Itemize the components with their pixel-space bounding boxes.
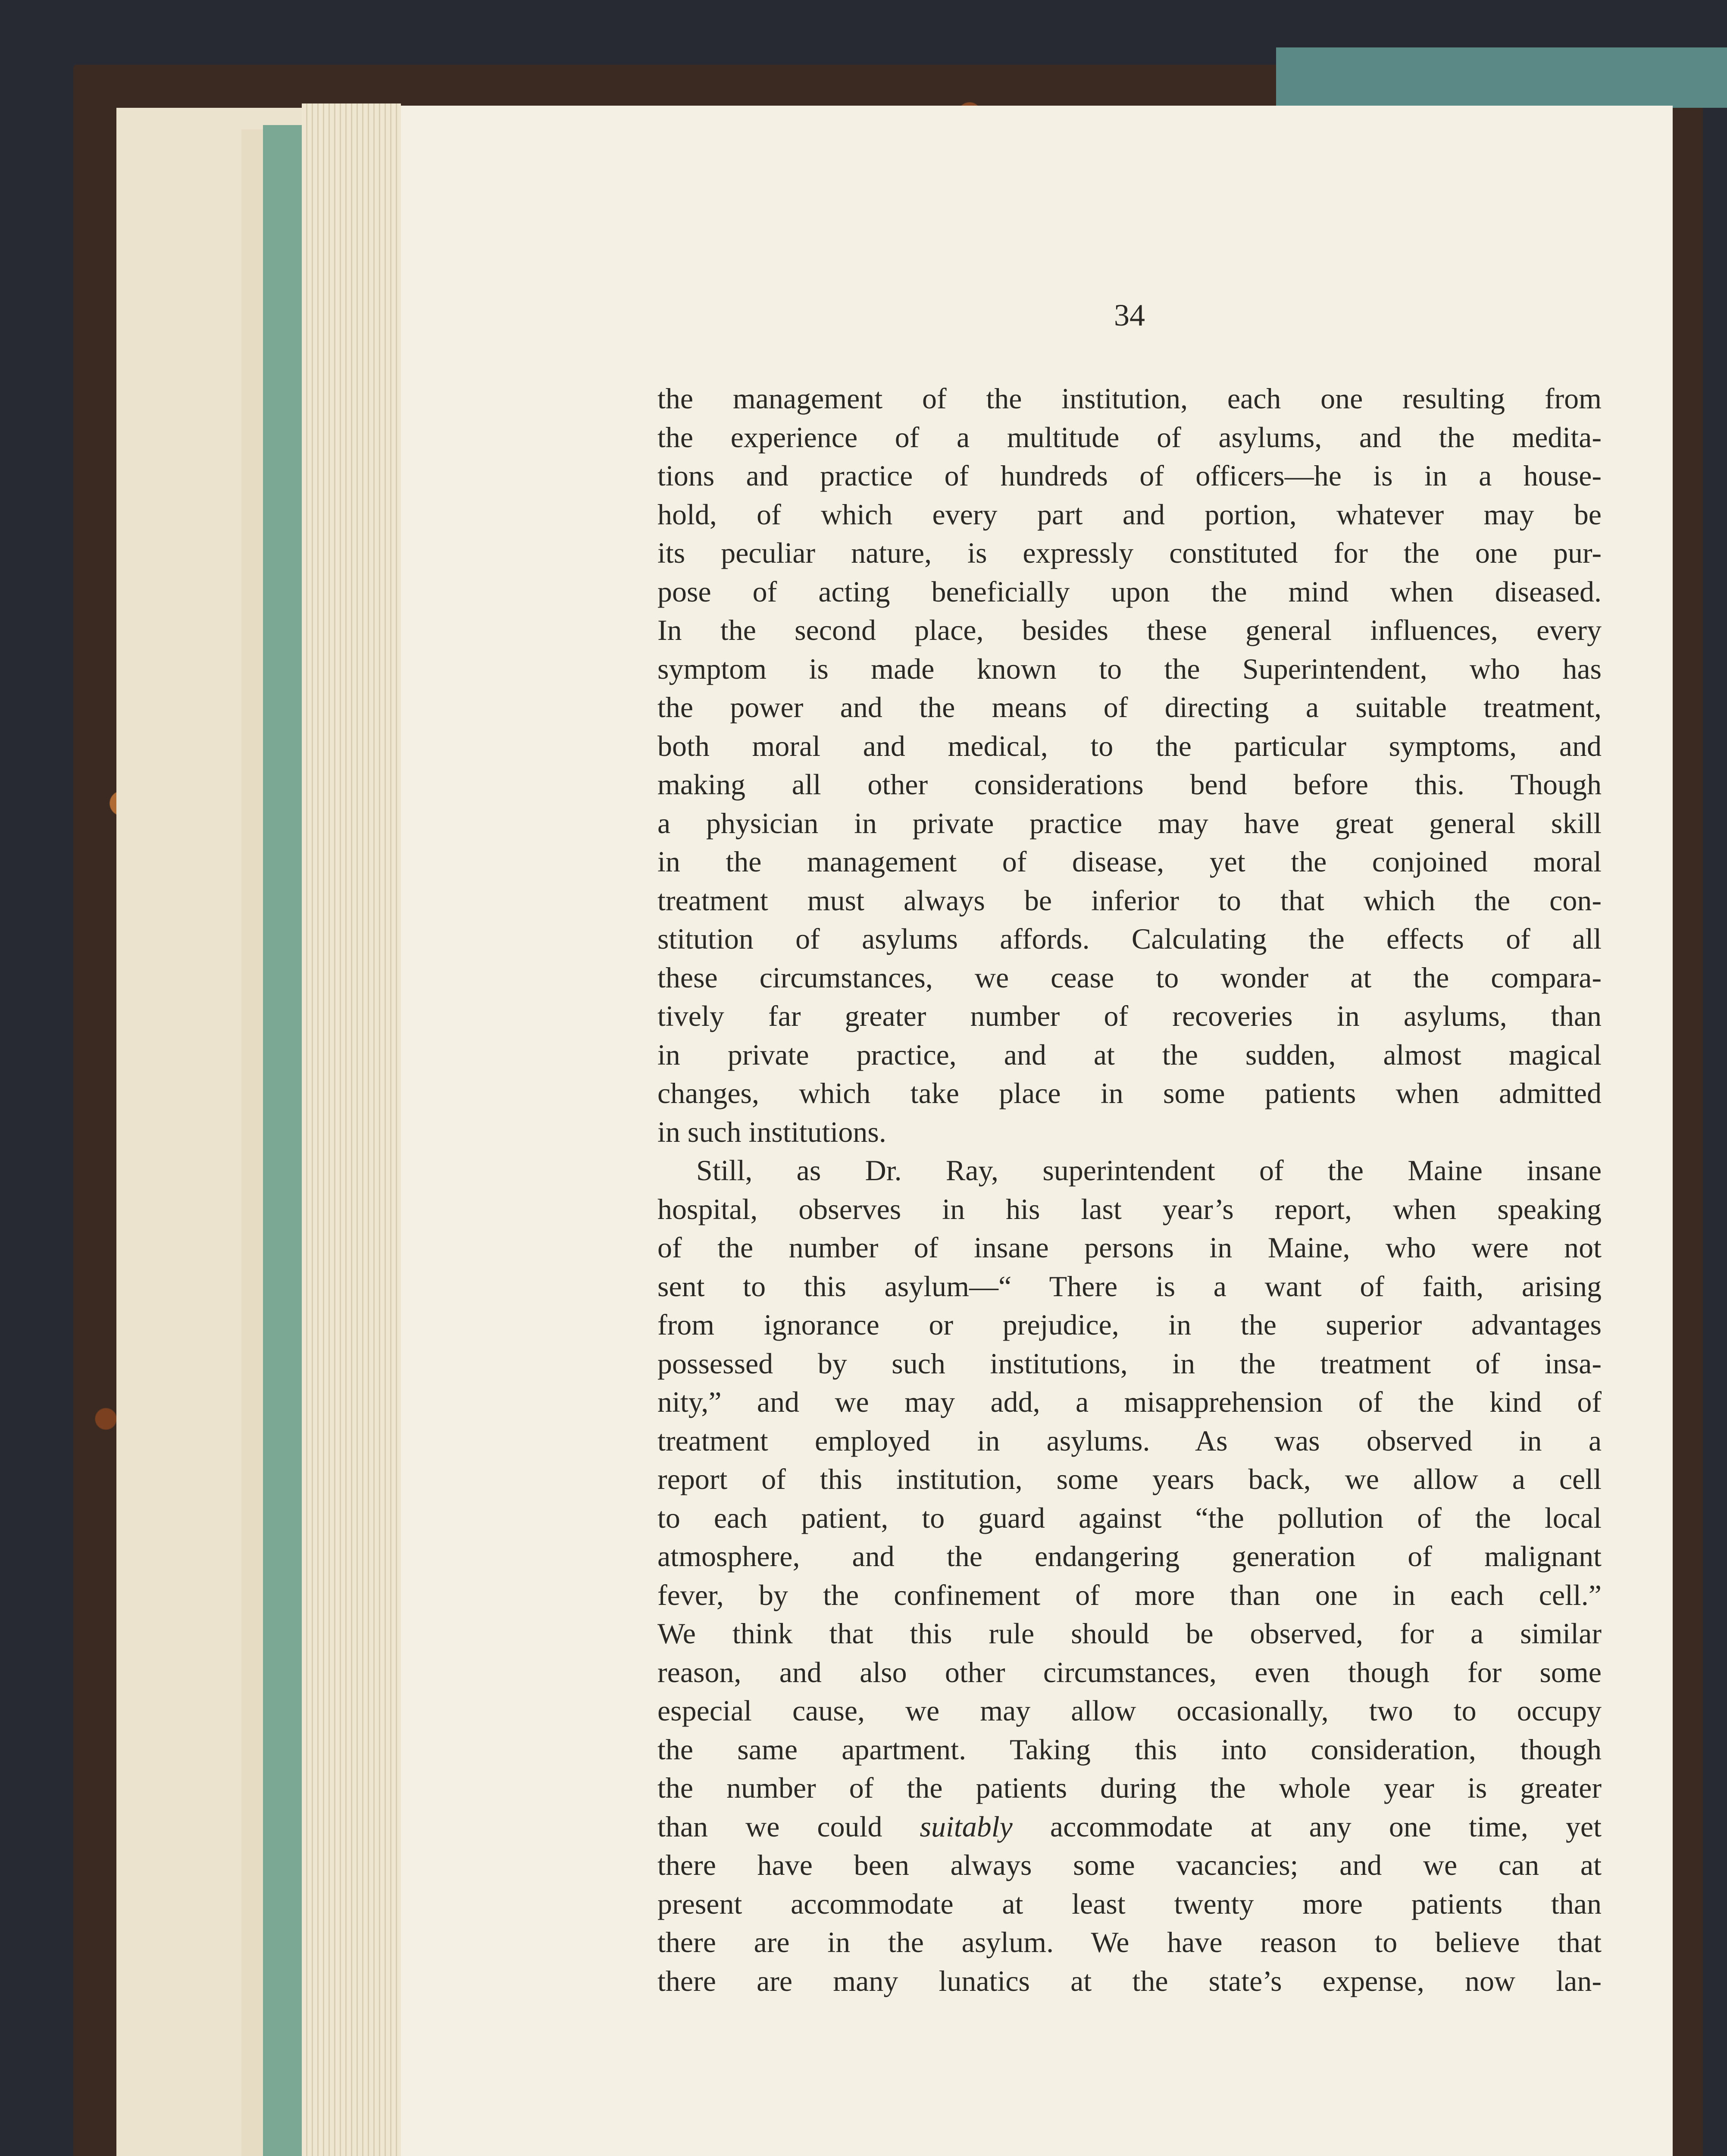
text-line: stitution of asylums affords. Calculating the effects of all — [657, 922, 1602, 955]
text-line: the power and the means of directing a suitable treatment, — [657, 691, 1602, 724]
text-line: to each patient, to guard against “the pollution of the local — [657, 1501, 1602, 1534]
text-line: its peculiar nature, is expressly constituted for the one pur- — [657, 536, 1602, 569]
text-line: a physician in private practice may have great general skill — [657, 806, 1602, 840]
page-number: 34 — [1114, 298, 1145, 332]
body-text — [657, 379, 1602, 2000]
text-fragment: accommodate at any one time, yet — [1050, 1810, 1602, 1843]
text-line: of the number of insane persons in Maine, who were not — [657, 1231, 1602, 1264]
text-line: nity,” and we may add, a misapprehension of the kind of — [657, 1385, 1602, 1418]
text-line: the management of the institution, each one resulting from — [657, 382, 1602, 415]
text-line: these circumstances, we cease to wonder at the compara- — [657, 961, 1602, 994]
text-line: treatment must always be inferior to that which the con- — [657, 884, 1602, 917]
text-line: fever, by the confinement of more than one in each cell.” — [657, 1578, 1602, 1611]
text-line: reason, and also other circumstances, even though for some — [657, 1655, 1602, 1689]
text-line: pose of acting beneficially upon the mind when diseased. — [657, 575, 1602, 608]
text-line: the number of the patients during the whole year is greater — [657, 1771, 1602, 1804]
text-line: symptom is made known to the Superintendent, who has — [657, 652, 1602, 685]
text-fragment: than we could — [657, 1810, 882, 1843]
text-line: We think that this rule should be observed, for a similar — [657, 1617, 1602, 1650]
text-line: from ignorance or prejudice, in the superior advantages — [657, 1308, 1602, 1341]
cloth-spine-top — [1276, 47, 1727, 108]
text-line: especial cause, we may allow occasionally, two to occupy — [657, 1694, 1602, 1727]
text-line: tively far greater number of recoveries in asylums, than — [657, 1000, 1602, 1032]
text-line: possessed by such institutions, in the treatment of insa- — [657, 1347, 1602, 1380]
italic-word: suitably — [920, 1810, 1013, 1843]
green-page-edge — [263, 125, 302, 2156]
text-line: treatment employed in asylums. As was observed in a — [657, 1424, 1602, 1457]
text-line: report of this institution, some years back, we allow a cell — [657, 1463, 1602, 1495]
text-line: in such institutions. — [657, 1115, 886, 1148]
text-line: changes, which take place in some patients when admitted — [657, 1077, 1602, 1109]
text-line — [657, 1808, 1602, 1846]
text-line: the same apartment. Taking this into consideration, though — [657, 1733, 1602, 1766]
text-line: hold, of which every part and portion, whatever may be — [657, 498, 1602, 531]
text-line: there are many lunatics at the state’s expense, now lan- — [657, 1964, 1602, 1997]
text-line: tions and practice of hundreds of officers—he is in a house- — [657, 459, 1602, 492]
text-line: Still, as Dr. Ray, superintendent of the Maine insane — [696, 1154, 1602, 1187]
text-line: making all other considerations bend before this. Though — [657, 768, 1602, 801]
text-line: in the management of disease, yet the conjoined moral — [657, 845, 1602, 878]
text-line: both moral and medical, to the particular symptoms, and — [657, 729, 1602, 762]
text-line: present accommodate at least twenty more patients than — [657, 1887, 1602, 1920]
stacked-page-edges — [302, 103, 401, 2156]
text-line: In the second place, besides these general influences, every — [657, 614, 1602, 646]
text-line: there have been always some vacancies; and we can at — [657, 1849, 1602, 1881]
text-line: sent to this asylum—“ There is a want of faith, arising — [657, 1269, 1602, 1303]
text-line: there are in the asylum. We have reason to believe that — [657, 1926, 1602, 1959]
text-line: atmosphere, and the endangering generation of malignant — [657, 1540, 1602, 1573]
text-line: hospital, observes in his last year’s report, when speaking — [657, 1192, 1602, 1225]
text-line: the experience of a multitude of asylums, and the medita- — [657, 420, 1602, 454]
text-line: in private practice, and at the sudden, almost magical — [657, 1038, 1602, 1071]
